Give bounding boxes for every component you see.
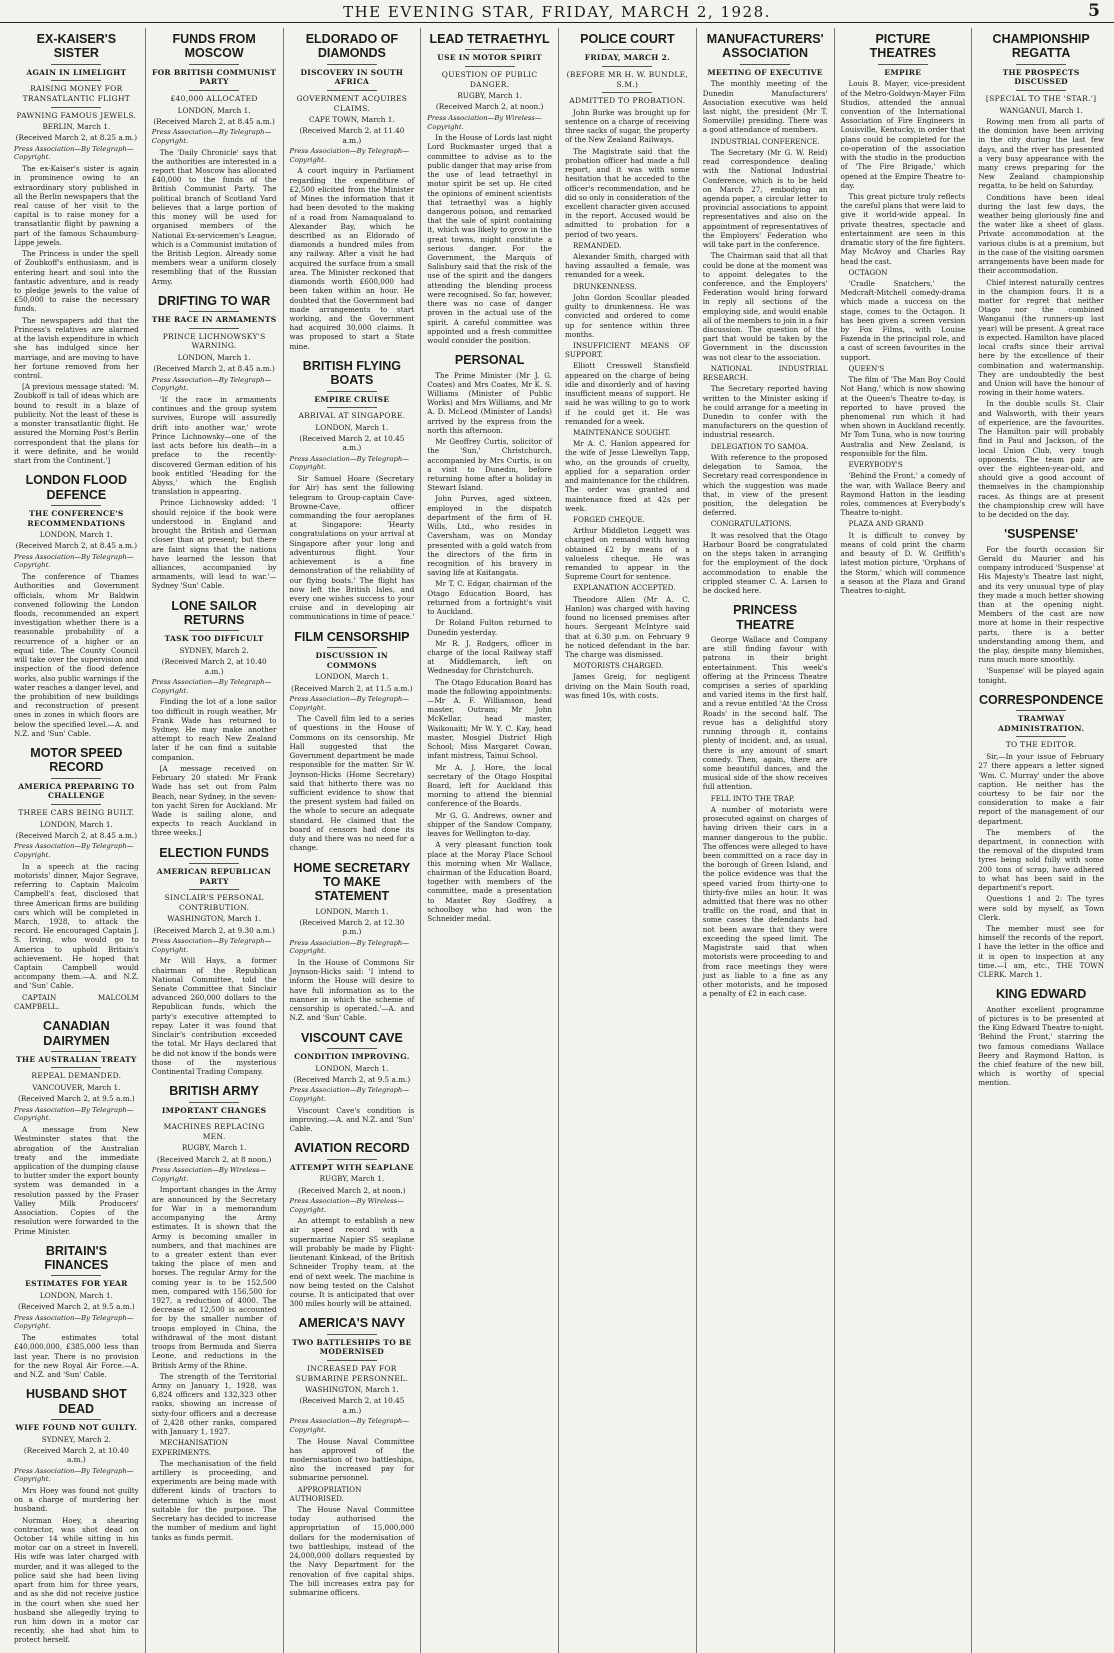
divider-rule [602,66,652,67]
article-paragraph: Mr R. J. Rodgers, officer in charge of the local Railway staff at Middlemarch, left on Wednesday for Christchurch. [427,638,552,676]
article-paragraph: In a speech at the racing motorists' dinner, Major Segrave, referring to Captain Malcolm Campbell's feat, disclosed that three American firms are building cars which will be completed in March, 1928, to attack the record. He encouraged Captain J. S. Irving, who would go to America to uphold Britain's achievement. He hoped that Captain Campbell would accompany them.—A. and N.Z. and 'Sun' Cable. [14,861,139,991]
article-subhead: FRIDAY, MARCH 2. [584,53,671,63]
divider-rule [602,92,652,93]
article-paragraph: Arthur Middleton Leggett was charged on remand with having obtained £2 by means of a valueless cheque. He was remanded to appear in the Supreme Court for sentence. [565,526,690,582]
article-paragraph: The Princess is under the spell of Zoubkoff's enthusiasm, and is entering heart and soul into the fantastic adventure, and is ready to pledge jewels to the value of £50,000 to raise the necessary funds. [14,249,139,314]
divider-rule [189,90,239,91]
article-received-time: (Received March 2, at 10.40 a.m.) [161,657,267,676]
article-subhead: ESTIMATES FOR YEAR [25,1279,128,1289]
article-press-credit: Press Association—By Telegraph—Copyright. [151,677,272,695]
divider-rule [327,647,377,648]
article-received-time: (Received March 2, at 8.45 a.m.) [153,116,275,126]
divider-rule [327,1159,377,1160]
article-paragraph: The members of the department, in connection with the removal of the disputed tram tyres being sold fully with some 200 tons of scrap, have adhered to what has been said in the department's report. [978,827,1104,893]
article-press-credit: Press Association—By Telegraph—Copyright. [14,552,134,570]
divider-rule [189,64,239,65]
article-headline: BRITAIN'S FINANCES [44,1243,109,1273]
article-paragraph: Alexander Smith, charged with having assaulted a female, was remanded for a week. [565,252,690,280]
article-dateline: WANGANUI, March 1. [999,105,1083,115]
article-press-credit: Press Association—By Wireless—Copyright. [289,1196,404,1214]
article-subhead: EMPIRE [884,67,922,77]
article-subhead: £40,000 ALLOCATED [170,93,258,103]
article-received-time: (Received March 2, at 9.30 a.m.) [153,925,275,935]
article-received-time: (Received March 2, at noon.) [298,1185,406,1195]
article-paragraph: Mr T. C. Edgar, chairman of the Otago Education Board, has returned from a fortnight's visit to Auckland. [427,579,552,617]
article-paragraph: The monthly meeting of the Dunedin Manufacturers' Association executive was held last night, the president (Mr T. Somerville) presiding. There was a good attendance of members. [702,79,828,135]
article-viscount-cave [290,1031,415,1134]
article-press-credit: Press Association—By Telegraph—Copyright. [14,1466,134,1484]
article-paragraph: The Chairman said that all that could be done at the moment was to appoint delegates to the conference, and the Employers' Federation would bring forward in reply all sections of the employing side, and would enable all of the members to join in a fair discussion. The question of the part that would be taken by the Government in the discussion was not clear to the association. [702,251,828,362]
article-headline: HOME SECRETARY TO MAKE STATEMENT [293,860,411,904]
article-paragraph: EVERYBODY'S [848,460,903,470]
divider-rule [465,49,515,50]
article-america-s-navy [290,1316,415,1597]
article-paragraph: Mrs Hoey was found not guilty on a charge of murdering her husband. [14,1485,139,1514]
article-headline: POLICE COURT [580,32,675,46]
article-headline: BRITISH ARMY [169,1084,260,1099]
article-press-credit: Press Association—By Telegraph—Copyright. [289,454,410,472]
article-paragraph: A very pleasant function took place at the Moray Place School this morning when Mr Wallace, chairman of the Education Board, together with members of the committee, made a presentation to Master Roy Godfrey, a schoolboy who had won the Schneider medal. [427,840,552,924]
article-paragraph: For the fourth occasion Sir Gerald du Maurier and his company introduced 'Suspense' at His Majesty's Theatre last night, and its very unusual type of play they made a much better showing than at the opening night. Members of the cast are now more at home in their respective parts, there is a better understanding among them, and the play, despite many blemishes, runs much more smoothly. [978,544,1104,665]
article-headline: ELDORADO OF DIAMONDS [305,32,399,61]
article-husband-shot-dead [14,1387,139,1644]
divider-rule [51,64,101,65]
article-paragraph: Questions 1 and 2: The tyres were sold by myself, as Town Clerk. [978,894,1104,922]
divider-rule [51,80,101,81]
article-press-credit: Press Association—By Wireless—Copyright. [427,113,542,131]
article-paragraph: QUEEN'S [848,363,885,373]
article-received-time: (Received March 2, at 9.5 a.m.) [293,1074,411,1084]
article-championship-regatta [978,32,1104,519]
article-paragraph: 'If the race in armaments continues and the group system survives, Europe will assuredly drift into another war,' wrote Prince Lichnowsky—one of the last acts before his death—in a preface to the recently-discovered German edition of his book entitled 'Heading for the Abyss,' which the English translation is appearing. [151,395,277,497]
article-paragraph: CONGRATULATIONS. [710,519,792,529]
divider-rule [189,889,239,890]
article-paragraph: In the double sculls St. Clair and Walsworth, with their years of experience, are the favourites. The Hamilton pair will probably find in Paul and Jackson, of the local Union Club, very tough opponents. The team pair are over the eighteen-year-old, and should give a good account of themselves in the championship races. As things are at present the championship crew will have to be decided on the day. [978,399,1104,520]
article-dateline: LONDON, March 1. [315,672,389,682]
article-paragraph: Conditions have been ideal during the last few days, the weather being gloriously fine and the water like a sheet of glass. Private accommodation at the various clubs is at a premium, but in the case of the visiting oarsmen arrangements have been made for their accommodation. [978,192,1104,276]
article-press-credit: Press Association—By Telegraph—Copyright. [14,842,134,859]
article-headline: CORRESPONDENCE [978,692,1104,707]
article-press-credit: Press Association—By Telegraph—Copyright. [14,1313,134,1331]
article-paragraph: Mr Will Hays, a former chairman of the Republican National Committee, told the Senate Committee that Sinclair advanced 260,000 dollars to the Republican funds, which the party's executive attempted to repay. Later it was found that Sinclair's contribution exceeded the total. Mr Hays declared that he did not know if the bonds were those of the mysterious Continental Trading Company. [151,956,277,1077]
article-paragraph: OCTAGON [848,267,888,277]
masthead [0,0,1114,23]
article-subhead: DISCUSSION IN COMMONS [315,651,389,670]
article-subhead: WIFE FOUND NOT GUILTY. [15,1422,138,1432]
article-paragraph: FELL INTO THE TRAP. [710,793,795,803]
article-press-credit: Press Association—By Telegraph—Copyright. [151,937,272,954]
article-paragraph: Dr Roland Fulton returned to Dunedin yesterday. [427,618,552,637]
article-paragraph: The Magistrate said that the probation officer had made a full report, and it was with some hesitation that he acceded to the officer's recommendation, and he did so only in consideration of the excellent character given accused in the report. Accused would be admitted to probation for a period of two years. [565,146,690,239]
divider-rule [51,1067,101,1068]
column-4 [421,28,559,1653]
article-headline: AVIATION RECORD [294,1141,410,1156]
article-dateline: WASHINGTON, March 1. [305,1385,399,1395]
article-paragraph: Mr A. J. Hore, the local secretary of the Otago Hospital Board, left for Auckland this morning to attend the biennial conference of the Boards. [427,762,552,809]
article-paragraph: REMANDED. [573,240,622,250]
divider-rule [1016,90,1066,91]
article-headline: HUSBAND SHOT DEAD [26,1387,127,1416]
article-received-time: (Received March 2, at 10.45 a.m.) [299,1396,405,1415]
newspaper-title: THE EVENING STAR, FRIDAY, MARCH 2, 1928. [343,3,771,21]
article-subhead: AGAIN IN LIMELIGHT [26,67,127,77]
divider-rule [51,107,101,108]
article-headline: DRIFTING TO WAR [157,293,271,308]
divider-rule [878,64,928,65]
article-canadian-dairymen [14,1019,139,1236]
article-headline: FILM CENSORSHIP [294,629,410,644]
article-dateline: LONDON, March 1. [177,353,251,362]
article-ex-kaiser-s-sister [14,32,139,465]
divider-rule [189,311,239,312]
article-press-credit: Press Association—By Telegraph—Copyright. [289,147,410,164]
divider-rule [740,64,790,65]
article-subhead: THE RACE IN ARMAMENTS [151,315,277,325]
article-received-time: (Received March 2, at noon.) [435,102,544,112]
article-dateline: WASHINGTON, March 1. [167,914,261,924]
article-received-time: (Received March 2, at 8.45 a.m.) [153,364,275,374]
article-received-time: (Received March 2, at 11.5 a.m.) [291,683,413,693]
article-press-credit: Press Association—By Wireless—Copyright. [151,1166,267,1183]
article-paragraph: EXPLANATION ACCEPTED. [573,583,676,593]
article-subhead: (BEFORE MR H. W. BUNDLE, S.M.) [566,69,689,89]
article-dateline: RUGBY, March 1. [181,1143,247,1153]
article-paragraph: INDUSTRIAL CONFERENCE. [710,136,820,146]
article-paragraph: With reference to the proposed delegation to Samoa, the Secretary read correspondence in which the suggestion was made that, in view of the present position, the delegation be deferred. [702,452,828,518]
article-dateline: LONDON, March 1. [177,105,251,115]
article-king-edward [978,987,1104,1087]
article-paragraph: Another excellent programme of pictures is to be presented at the King Edward Theatre to-night. 'Behind the Front,' starring the two famous comedians Wallace Beery and Raymond Hatton, is the chief feature of the new bill, which is worthy of special mention. [978,1004,1104,1088]
article-headline: PICTURE THEATRES [869,32,937,61]
article-funds-from-moscow [152,32,277,286]
article-paragraph: Mr A. C. Hanlon appeared for the wife of Jesse Llewellyn Tapp, who, on the grounds of cruelty, applied for a separation order and maintenance for the children. The order was granted and maintenance fixed at 42s per week. [565,439,690,513]
article-paragraph: The member must see for himself the records of the report. I have the letter in the office and it is open to inspection at any time.—I am, etc., THE TOWN CLERK. March 1. [978,924,1104,980]
article-headline: CANADIAN DAIRYMEN [43,1019,110,1048]
article-personal [427,353,552,923]
article-received-time: (Received March 2, at 8.45 a.m.) [15,830,138,840]
article-paragraph: The ex-Kaiser's sister is again in prominence owing to an extraordinary story published in all the Berlin newspapers that the real cause of her visit to the capital is to raise money for a transatlantic flight by pawning a part of the famous Schaumburg-Lippe jewels. [14,164,139,247]
divider-rule [51,804,101,805]
article-police-court [565,32,690,700]
article-paragraph: A message from New Westminster states that the abrogation of the Australian treaty and the immediate application of the dumping clause to butter under the export bounty system was demanded in a resolution passed by the Fraser Valley Milk Producers' Association. Copies of the resolution were forwarded to the Prime Minister. [14,1125,139,1236]
article-headline: PERSONAL [454,353,525,368]
article-subhead: PRINCE LICHNOWSKY'S WARNING. [162,331,266,351]
article-paragraph: George Wallace and Company are still finding favour with patrons in their bright entertainment. This week's offering at the Princess Theatre comprises a series of sparkling and varied items in the first half, and a revue entitled 'At the Cross Roads' in the second half. The revue has a delightful story running through it, contains plenty of incident, and, as usual, there is any amount of smart comedy. Then, again, there are some beautiful dances, and the musical side of the show receives full attention. [702,634,828,792]
article-paragraph: In the House of Lords last night Lord Buckmaster urged that a committee to advise as to the public danger that may arise from the use of lead tetraethyl in motor spirit be set up. He cited the opinions of eminent scientists that tetraethyl was a highly dangerous poison, and remarked that the sale of spirit containing it, which was likely to grow in the great towns, might constitute a serious danger. For the Government, the Marquis of Salisbury said that the risk of the use of the spirit and the dangers attending the blending process were recognised. So far, however, there was no case of danger proven in the actual use of the spirit. A careful committee was appointed and a fresh committee would consider the position. [427,133,552,345]
article-paragraph: 'Cradle Snatchers,' the Medcraft-Mitchell comedy-drama which made a success on the stage, comes to the Octagon. It has been given a screen version by Fox Films, with Louise Fazenda in the principal role, and a cast of screen favourites in the support. [840,278,966,362]
article-paragraph: Finding the lot of a lone sailor too difficult in rough weather, Mr Frank Wade has returned to Sydney. He may make another attempt to reach New Zealand later if he can find a suitable companion. [151,697,277,762]
article-headline: MANUFACTURERS' ASSOCIATION [706,32,824,61]
column-2 [146,28,284,1653]
article-subhead: USE IN MOTOR SPIRIT [437,53,542,63]
column-5 [559,28,697,1653]
article-press-credit: Press Association—By Telegraph—Copyright. [289,1086,410,1103]
article-received-time: (Received March 2, at 11.40 a.m.) [299,126,405,145]
divider-rule [189,328,239,329]
column-6 [697,28,835,1653]
column-3 [284,28,422,1653]
article-manufacturers-association [703,32,828,595]
column-7 [835,28,973,1653]
article-subhead: QUESTION OF PUBLIC DANGER. [441,69,538,89]
article-paragraph: [A message received on February 20 stated: Mr Frank Wade has set out from Palm Beach, near Sydney, in the seven-ton yacht Siren for Auckland. Mr Wade is sailing alone, and expects to reach Auckland in three weeks.] [151,763,277,838]
article-subhead: TRAMWAY ADMINISTRATION. [998,714,1085,733]
article-paragraph: [A previous message stated: 'M. Zoubkoff is tall of ideas which are bound to result in a blaze of publicity. Not the least of these is a monster transatlantic flight. He assured the Morning Post's Berlin correspondent that the plans for it were definite, and he would start from the Continent.'] [14,382,139,465]
article-picture-theatres [841,32,966,595]
divider-rule [327,90,377,91]
divider-rule [327,64,377,65]
article-dateline: VANCOUVER, March 1. [32,1083,121,1093]
article-paragraph: Rowing men from all parts of the dominion have been arriving in the city during the last few days, and the river has presented a very busy appearance with the many crews preparing for the New Zealand championship regatta, to be held on Saturday. [978,116,1104,191]
article-dateline: LONDON, March 1. [315,422,389,432]
article-britain-s-finances [14,1244,139,1379]
article-headline: LONDON FLOOD DEFENCE [25,473,128,502]
article-subhead: THREE CARS BEING BUILT. [18,808,135,817]
article-correspondence [978,693,1104,979]
article-paragraph: CAPTAIN MALCOLM CAMPBELL. [14,992,139,1011]
article-paragraph: John Burke was brought up for sentence on a charge of receiving three sacks of sugar, the property of the New Zealand Railways. [565,107,690,145]
column-1 [8,28,146,1653]
article-paragraph: A number of motorists were prosecuted against on charges of having driven their cars in a manner dangerous to the public. The offences were alleged to have been committed on a race day in the borough of Green Island, and the police evidence was that the speed varied from thirty-one to thirty-five miles an hour. It was admitted that there was no other traffic on the road, and that in some cases the defendants had not been aware that they were exceeding the speed limit. The Magistrate said that when motorists were proceeding to and from race meetings they were just as liable to a fine as any other motorists, and he imposed a penalty of £2 in each case. [702,804,828,999]
article-dateline: LONDON, March 1. [39,530,113,540]
article-eldorado-of-diamonds [290,32,415,351]
article-paragraph: Louis B. Mayer, vice-president of the Metro-Goldwyn-Mayer Film Studios, attended the annual convention of the International Association of Fire Engineers in Louisville, Kentucky, in order that plans could be completed for the co-operation of the association with the studio in the production of 'The Fire Brigade,' which opened at the Empire Theatre to-day. [840,79,966,190]
article-paragraph: Mr G. G. Andrews, owner and shipper of the Sandow Company, leaves for Wellington to-day. [427,810,552,839]
article-headline: AMERICA'S NAVY [298,1316,406,1331]
article-paragraph: MOTORISTS CHARGED. [573,661,664,671]
article-subhead: TASK TOO DIFFICULT [164,634,264,644]
article-subhead: FOR BRITISH COMMUNIST PARTY [151,67,277,87]
article-subhead: SINCLAIR'S PERSONAL CONTRIBUTION. [164,893,264,912]
article-subhead: ATTEMPT WITH SEAPLANE [289,1162,414,1172]
divider-rule [189,863,239,864]
article-paragraph: INSUFFICIENT MEANS OF SUPPORT. [565,341,690,360]
divider-rule [51,1419,101,1420]
divider-rule [189,1118,239,1119]
article-dateline: RUGBY, March 1. [457,91,522,101]
divider-rule [465,66,515,67]
article-subhead: THE PROSPECTS DISCUSSED [1002,67,1080,87]
article-received-time: (Received March 2, at 9.5 a.m.) [17,1094,135,1104]
article-paragraph: The House Naval Committee has approved of the modernisation of two battleships, also the increased pay for submarine personnel. [289,1436,415,1483]
article-paragraph: A court inquiry in Parliament regarding the expenditure of £2,500 elicited from the Minister of Mines the information that it had been devoted to the making of a road from Namaqualand to Alexander Bay, which he described as an Eldorado of diamonds a hundred miles from any railway. After a visit he had acquired the surface from a small area. The Minister reckoned that diamonds worth £600,000 had been taken within an hour. He doubted that the Government had made arrangements to start working, and the Government had acquired 30,000 claims. It was proposed to start a State mine. [289,166,415,351]
article-paragraph: DELEGATION TO SAMOA. [710,441,809,451]
divider-rule [51,505,101,506]
article-headline: EX-KAISER'S SISTER [36,32,117,61]
page-number: 5 [1088,1,1100,21]
article-paragraph: FORGED CHEQUE. [573,514,645,524]
article-paragraph: The mechanisation of the field artillery is proceeding, and experiments are being made with different kinds of tractors to determine which is the most suitable for the purpose. The Secretary has decided to increase the number of medium and light tanks as funds permit. [151,1458,277,1542]
article-paragraph: Viscount Cave's condition is improving.—A. and N.Z. and 'Sun' Cable. [289,1105,415,1133]
article-subhead: GOVERNMENT ACQUIRES CLAIMS. [296,93,408,113]
article-press-credit: Press Association—By Telegraph—Copyright. [289,1417,410,1434]
article-press-credit: Press Association—By Telegraph—Copyright. [151,128,272,145]
article-press-credit: Press Association—By Telegraph—Copyright. [289,694,410,712]
divider-rule [327,407,377,408]
article-suspense [978,527,1104,685]
article-paragraph: The newspapers add that the Princess's relatives are alarmed at the lavish expenditure in which she has indulged since her marriage, and are moving to have her fortune removed from her control. [14,315,139,380]
article-motor-speed-record [14,746,139,1011]
article-paragraph: The Otago Education Board has made the following appointments:—Mr A. F. Williamson, head master, Outram; Mr John McKellar, head master, Waikouaiti; Mr W. Y. C. Kay, head master, Mosgiel District High School; Miss Margaret Cowan, infant mistress, Tainui School. [427,677,552,761]
article-paragraph: The strength of the Territorial Army on January 1, 1928, was 6,824 officers and 132,323 other ranks, showing an increase of sixty-four officers and a decrease of 2,428 other ranks, compared with January 1, 1927. [151,1371,277,1437]
article-subhead: ARRIVAL AT SINGAPORE. [298,411,406,421]
article-home-secretary-to-make-statement [290,861,415,1023]
article-received-time: (Received March 2, at 12.30 p.m.) [299,917,405,937]
article-received-time: (Received March 2, at 10.45 a.m.) [299,434,405,453]
article-paragraph: In the House of Commons Sir Joynson-Hicks said: 'I intend to inform the House will desire to have full information as to the manner in which the scheme of censorship is operated.'—A. and N.Z. and 'Sun' Cable. [289,958,415,1023]
column-8 [972,28,1110,1653]
article-paragraph: Sir,—In your issue of February 27 there appears a letter signed 'Wm. C. Murray' under the above caption. He neither has the courtesy to be fair nor the consideration to make a fair report of the management of our department. [978,752,1104,826]
article-paragraph: Sir Samuel Hoare (Secretary for Air) has sent the following telegram to Group-captain Cave-Browne-Cave, officer commanding the four aeroplanes at Singapore: 'Hearty congratulations on your arrival at Singapore after your long and adventurous flight. Your achievement is a fine demonstration of the reliability of our flying boats.' The flight has now left the British Isles, and every one wishes success to your cruise and in developing air communications in time of peace.' [289,474,415,622]
article-paragraph: The estimates total £40,000,000, £385,000 less than last year. There is no provision for the new Royal Air Force.—A. and N.Z. and 'Sun' Cable. [14,1333,139,1379]
article-press-credit: Press Association—By Telegraph—Copyright. [14,144,134,162]
divider-rule [1016,64,1066,65]
article-british-flying-boats [290,359,415,622]
article-paragraph: An attempt to establish a new air speed record with a supermarine Napier S5 seaplane will probably be made by Flight-lieutenant Kinkead, of the British Schneider Trophy team, at the end of next week. The machine is now being tested on the Calshot course. It is anticipated that over 300 miles hourly will be attained. [289,1216,415,1309]
article-press-credit: Press Association—By Telegraph—Copyright. [289,938,410,956]
article-headline: CHAMPIONSHIP REGATTA [992,32,1090,61]
article-paragraph: The Secretary reported having written to the Minister asking if he could arrange for a meeting in Dunedin to confer with the manufacturers on the question of industrial research. [702,384,828,440]
article-princess-theatre [703,603,828,998]
article-paragraph: Norman Hoey, a shearing contractor, was shot dead on October 14 while sitting in his motor car on a street in Inverell. His wife was later charged with murder, and it was alleged to the police said she had been living apart from him for three years, and as she did not receive justice in the court when she sued her husband she allegedly trying to run him down in a motor car recently, she had shot him to protect herself. [14,1515,139,1645]
article-paragraph: Mr Geoffrey Curtis, solicitor of the 'Sun,' Christchurch, accompanied by Mrs Curtis, is on a visit to Dunedin, before returning home after a holiday in Stewart Island. [427,437,552,493]
article-dateline: LONDON, March 1. [315,906,389,916]
article-paragraph: Theodore Allen (Mr A. C. Hanlon) was charged with having found no licensed premises after hours. Sergeant McIntyre said that at 6.30 p.m. on February 9 he noticed defendant in the bar. The charge was dismissed. [565,594,690,659]
article-dateline: LONDON, March 1. [315,1063,389,1073]
article-headline: BRITISH FLYING BOATS [302,358,401,388]
divider-rule [189,1102,239,1103]
article-lone-sailor-returns [152,599,277,838]
article-press-credit: Press Association—By Telegraph—Copyright. [151,375,272,393]
article-headline: MOTOR SPEED RECORD [30,746,123,775]
article-dateline: BERLIN, March 1. [42,122,111,132]
article-paragraph: MAINTENANCE SOUGHT. [573,427,671,437]
article-subhead: REPEAL DEMANDED. [31,1071,122,1081]
divider-rule [1016,736,1066,737]
article-headline: VISCOUNT CAVE [300,1030,403,1045]
divider-rule [327,1334,377,1335]
article-subhead: MEETING OF EXECUTIVE [707,67,823,77]
divider-rule [327,1048,377,1049]
article-press-credit: Press Association—By Telegraph—Copyright. [14,1105,134,1123]
article-headline: LONE SAILOR RETURNS [171,598,257,627]
newspaper-columns [8,28,1110,1645]
article-subhead: ADMITTED TO PROBATION. [569,96,686,106]
article-film-censorship [290,630,415,853]
article-dateline: LONDON, March 1. [39,819,113,829]
divider-rule [327,391,377,392]
divider-rule [327,1360,377,1361]
article-dateline: CAPE TOWN, March 1. [309,115,395,125]
divider-rule [1016,710,1066,711]
article-paragraph: It was resolved that the Otago Harbour Board be congratulated on the steps taken in arranging for the employment of the dock accommodation to enable the crippled steamer C. A. Larsen to be docked here. [702,530,828,595]
article-paragraph: It is difficult to convey by means of cold print the charm and beauty of D. W. Griffith's latest motion picture, 'Orphans of the Storm,' which will commence a season at the Plaza and Grand Theatres to-night. [840,530,966,595]
article-paragraph: Elliott Cresswell Stansfield appeared on the charge of being idle and disorderly and of having insufficient means of support. He said he was willing to go to work if he could get it. He was remanded for a week. [565,361,690,426]
article-subhead: THE CONFERENCE'S RECOMMENDATIONS [27,508,126,528]
article-paragraph: PLAZA AND GRAND [848,519,924,529]
article-subhead: [SPECIAL TO THE 'STAR.'] [985,93,1097,103]
article-paragraph: The conference of Thames Authorities and Government officials, whom Mr Baldwin convened following the London floods, recommended an expert investigation whether there is a reasonable probability of a recurrence of a higher or an equal tide. The County Council will take over the supervision and inspection of the flood defence works, also public warnings if the water reaches a danger level, and the prohibition of new buildings and reconstruction of present ones in zones in which floors are below the specified level.—A. and N.Z. and 'Sun' Cable. [14,572,139,738]
article-paragraph: 'Behind the Front,' a comedy of the war, with Wallace Beery and Raymond Hatton in the leading roles, commences at Everybody's Theatre to-night. [840,471,966,518]
article-paragraph: Chief interest naturally centres in the champion fours. It is a matter for regret that neither Otago nor the combined Wanganui (the runners-up last year) will be present. A great race is expected. Hamilton have placed local crafts since their arrival here by the excellence of their combination and watermanship. They are undoubtedly the best and Union will have the honour of rowing in their home waters. [978,277,1104,398]
article-dateline: SYDNEY, March 2. [179,645,249,655]
article-paragraph: Prince Lichnowsky added: 'I should rejoice if the book were understood in England and brought the British and German closer than at present; but there are faint signs that the nations have learned the lesson that alliances, accompanied by armaments, will lead to war.'—Sydney 'Sun' Cable. [151,498,277,591]
article-drifting-to-war [152,294,277,591]
article-subhead: DISCOVERY IN SOUTH AFRICA [300,67,404,87]
article-election-funds [152,846,277,1077]
article-received-time: (Received March 2, at 8.45 a.m.) [15,541,138,551]
article-paragraph: The film of 'The Man Boy Could Not Hang,' which is now showing at the Queen's Theatre to-day, is reported to have proved the phenomenal run which it had when shown in Auckland recently. Mr Tom Tuna, who is now touring Australia and New Zealand, is responsible for the film. [840,375,966,458]
article-subhead: IMPORTANT CHANGES [161,1105,267,1115]
article-paragraph: APPROPRIATION AUTHORISED. [289,1484,362,1503]
article-subhead: RAISING MONEY FOR TRANSATLANTIC FLIGHT [22,84,131,103]
article-subhead: THE AUSTRALIAN TREATY [16,1054,137,1064]
article-headline: ELECTION FUNDS [159,845,269,860]
divider-rule [51,778,101,779]
article-headline: PRINCESS THEATRE [733,603,798,632]
article-received-time: (Received March 2, at 9.5 a.m.) [17,1302,135,1312]
article-headline: KING EDWARD [995,987,1087,1002]
article-paragraph: NATIONAL INDUSTRIAL RESEARCH. [702,363,828,383]
article-dateline: SYDNEY, March 2. [41,1434,112,1444]
divider-rule [189,630,239,631]
article-headline: LEAD TETRAETHYL [429,32,550,46]
article-subhead: TWO BATTLESHIPS TO BE MODERNISED [292,1337,412,1357]
article-dateline: RUGBY, March 1. [319,1174,385,1184]
divider-rule [51,1051,101,1052]
article-subhead: AMERICA PREPARING TO CHALLENGE [18,781,135,801]
article-paragraph: This great picture truly reflects the careful plans that were laid to give it world-wide appeal. In private theatres, spectacle and entertainment are seen in this dramatic story of the fire fighters. May McAvoy and Charles Ray head the cast. [840,191,966,266]
article-aviation-record [290,1141,415,1308]
article-lead-tetraethyl [427,32,552,345]
article-subhead: TO THE EDITOR. [1005,740,1077,750]
article-received-time: (Received March 2, at 8 noon.) [156,1154,272,1164]
article-paragraph: The Prime Minister (Mr J. G. Coates) and Mrs Coates, Mr K. S. Williams (Minister of Public Works) and Mrs Williams, and Mr A. D. McLeod (Minister of Lands) arrived by the express from the north this afternoon. [427,370,552,435]
article-paragraph: The Secretary (Mr G. W. Reid) read correspondence dealing with the National Industrial Conference, which is to be held on March 27, embodying an agenda paper, a circular letter to provincial associations to appoint representatives and also on the appointment of representatives of the Employers' Federation who will take part in the conference. [702,147,828,250]
article-paragraph: MECHANISATION EXPERIMENTS. [151,1438,228,1457]
article-paragraph: The House Naval Committee today authorised the appropriation of 15,000,000 dollars for the modernisation of two battleships, instead of the 24,000,000 dollars requested by the Navy Department for the renovation of five capital ships. The bill increases extra pay for submarine officers. [289,1505,415,1597]
article-subhead: PAWNING FAMOUS JEWELS. [16,110,137,120]
article-paragraph: Important changes in the Army are announced by the Secretary for War in a memorandum accompanying the Army estimates. It is shown that the Army is becoming smaller in numbers, and that machines are to a greater extent than ever taking the place of men and horses. The regular Army for the coming year is to be 152,500 men, compared with 156,500 for 1927, a reduction of 4000. The decrease of 12,500 is accounted for by the smaller number of troops employed in China, the withdrawal of the most distant troops from Bermuda and Sierra Leone, and reductions in the British Army of the Rhine. [151,1185,277,1370]
article-headline: FUNDS FROM MOSCOW [172,32,256,61]
article-british-army [152,1084,277,1542]
article-paragraph: John Gordon Scoullar pleaded guilty to drunkenness. He was convicted and ordered to come up for sentence within three months. [565,292,690,339]
article-subhead: EMPIRE CRUISE [314,394,390,404]
article-headline: 'SUSPENSE' [1004,527,1079,542]
article-paragraph: The Cavell film led to a series of questions in the House of Commons on its censorship. Mr Hall suggested that the Government department be made responsible for the matter. Sir W. Joynson-Hicks (Home Secretary) said that hitherto there was no sufficient evidence to show that the present system had failed on the whole to secure an adequate standard. He claimed that the board of censors had done its duty and there was no need for a change. [289,714,415,853]
article-paragraph: John Purves, aged sixteen, employed in the dispatch department of the firm of H. Wills, Ltd., who resides in Caversham, was on Monday presented with a gold watch from the directors of the firm in recognition of his bravery in saving life at Kaitangata. [427,494,552,578]
article-subhead: AMERICAN REPUBLICAN PARTY [156,866,272,886]
article-paragraph: The 'Daily Chronicle' says that the authorities are interested in a report that Moscow has allocated £40,000 to the funds of the British Communist Party. The political branch of Scotland Yard believes that a large portion of this money will be used for organised members of the National Ex-servicemen's League, which is a Communist imitation of the British Legion. Already some members wear a uniform closely resembling that of the Russian Army. [151,147,277,286]
divider-rule [51,1275,101,1276]
divider-rule [602,49,652,50]
article-paragraph: 'Suspense' will be played again tonight. [978,666,1104,685]
article-subhead: MACHINES REPLACING MEN. [163,1122,265,1141]
article-dateline: LONDON, March 1. [39,1291,113,1301]
article-london-flood-defence [14,473,139,738]
article-paragraph: DRUNKENNESS. [573,281,637,291]
article-received-time: (Received March 2, at 8.25 a.m.) [15,133,138,143]
article-paragraph: James Greig, for negligent driving on the Main South road, was fined 10s, with costs. [565,672,690,700]
article-received-time: (Received March 2, at 10.40 a.m.) [23,1445,129,1465]
article-subhead: CONDITION IMPROVING. [294,1051,410,1061]
article-subhead: INCREASED PAY FOR SUBMARINE PERSONNEL. [295,1363,409,1383]
